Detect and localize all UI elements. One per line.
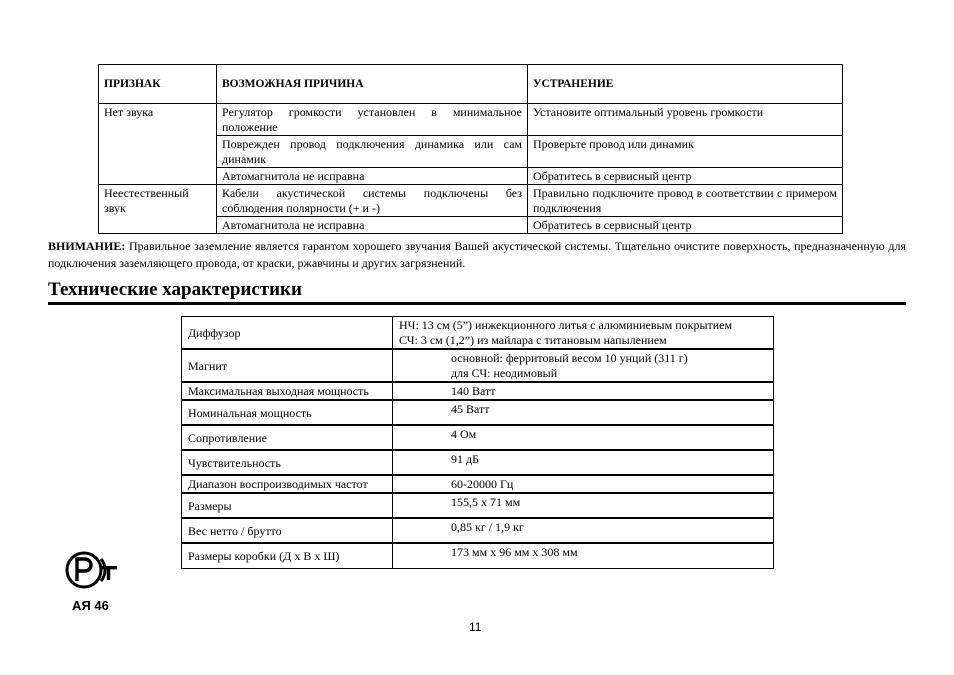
spec-value: 140 Ватт	[393, 382, 774, 400]
warning-text: Правильное заземление является гарантом хорошего звучания Вашей акустической системы. Тщательно очистите поверхность, предназначенную для подключения заземляющего провода, от краски, ржавчины и других загрязнений.	[48, 239, 906, 270]
spec-row	[182, 382, 774, 400]
spec-row	[182, 493, 774, 518]
spec-value-line: СЧ: 3 см (1,2”) из майлара с титановым напылением	[399, 333, 667, 347]
spec-label: Диапазон воспроизводимых частот	[182, 475, 393, 493]
cause-cell: Автомагнитола не исправна	[217, 168, 528, 185]
spec-label: Размеры	[182, 493, 393, 518]
spec-value: 60-20000 Гц	[393, 475, 774, 493]
troubleshooting-table	[98, 64, 843, 234]
spec-value: 0,85 кг / 1,9 кг	[393, 518, 774, 543]
spec-value: 45 Ватт	[393, 400, 774, 425]
cause-cell: Поврежден провод подключения динамика или сам динамик	[217, 136, 528, 168]
solution-cell: Правильно подключите провод в соответствии с примером подключения	[528, 185, 843, 217]
header-solution: УСТРАНЕНИЕ	[528, 65, 843, 104]
cause-cell: Кабели акустической системы подключены без соблюдения полярности (+ и -)	[217, 185, 528, 217]
certification-code: АЯ 46	[72, 598, 109, 613]
solution-cell: Обратитесь в сервисный центр	[528, 217, 843, 234]
spec-label: Магнит	[182, 349, 393, 382]
specs-table	[181, 316, 774, 569]
cause-cell: Автомагнитола не исправна	[217, 217, 528, 234]
warning-note	[48, 238, 906, 272]
spec-label: Вес нетто / брутто	[182, 518, 393, 543]
solution-cell: Обратитесь в сервисный центр	[528, 168, 843, 185]
table-row	[99, 185, 843, 217]
rst-certification-mark-icon	[64, 548, 122, 594]
spec-value	[393, 317, 774, 350]
spec-value: 4 Ом	[393, 425, 774, 450]
table-row	[99, 104, 843, 136]
spec-value: 91 дБ	[393, 450, 774, 475]
spec-label: Диффузор	[182, 317, 393, 350]
spec-row-magnet	[182, 349, 774, 382]
solution-cell: Проверьте провод или динамик	[528, 136, 843, 168]
warning-label: ВНИМАНИЕ:	[48, 239, 126, 253]
spec-label: Максимальная выходная мощность	[182, 382, 393, 400]
spec-row	[182, 475, 774, 493]
solution-cell: Установите оптимальный уровень громкости	[528, 104, 843, 136]
spec-value	[393, 349, 774, 382]
spec-label: Чувствительность	[182, 450, 393, 475]
spec-label: Сопротивление	[182, 425, 393, 450]
spec-label: Номинальная мощность	[182, 400, 393, 425]
spec-value-line: основной: ферритовый весом 10 унций (311 г)	[451, 351, 688, 365]
symptom-cell: Нет звука	[99, 104, 217, 185]
spec-row-diffuser	[182, 317, 774, 350]
spec-row	[182, 450, 774, 475]
header-cause: ВОЗМОЖНАЯ ПРИЧИНА	[217, 65, 528, 104]
spec-row	[182, 543, 774, 568]
header-symptom: ПРИЗНАК	[99, 65, 217, 104]
spec-value-line: для СЧ: неодимовый	[451, 366, 558, 380]
spec-value-line: НЧ: 13 см (5”) инжекционного литья с алюминиевым покрытием	[399, 318, 733, 332]
cause-cell: Регулятор громкости установлен в минимальное положение	[217, 104, 528, 136]
symptom-cell: Неестественный звук	[99, 185, 217, 234]
page-number: 11	[469, 620, 482, 634]
spec-value: 155,5 х 71 мм	[393, 493, 774, 518]
spec-label: Размеры коробки (Д х В х Ш)	[182, 543, 393, 568]
spec-row	[182, 400, 774, 425]
spec-value: 173 мм х 96 мм х 308 мм	[393, 543, 774, 568]
spec-row	[182, 518, 774, 543]
spec-row	[182, 425, 774, 450]
table-header-row	[99, 65, 843, 104]
section-title: Технические характеристики	[48, 278, 906, 305]
